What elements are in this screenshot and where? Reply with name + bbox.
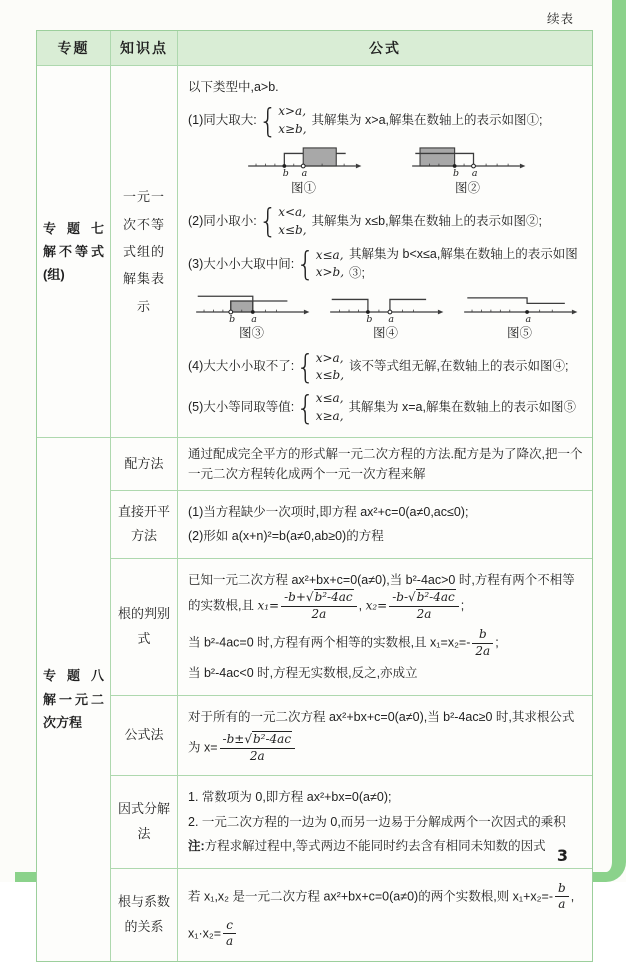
header-topic: 专题: [37, 31, 111, 65]
item5-ineq-bottom: x≥a,: [315, 408, 344, 423]
figure-1-caption: 图①: [290, 180, 316, 195]
left-brace-glyph: {: [258, 101, 278, 140]
topic7-knowledge-cell: [111, 66, 178, 437]
svg-text:a: a: [250, 313, 257, 325]
inequality-item-3: [188, 245, 583, 284]
zhijie-label: 直接开平方法: [111, 491, 178, 558]
zhijie-line1: (1)当方程缺少一次项时,即方程 ax²+c=0(a≠0,ac≤0);: [188, 504, 469, 519]
topic7-title: 专题七 解不等式(组): [43, 220, 118, 283]
item5-label: (5)大小等同取等值:: [188, 400, 295, 415]
gongshi-p2: [188, 732, 583, 764]
panbie-p2-fraction: $\frac{b}{2a}$: [472, 627, 493, 659]
genxi-p3: [188, 918, 583, 950]
number-line-figure-2: [409, 144, 527, 179]
figure-5-caption: 图⑤: [506, 326, 532, 341]
item4-ineq-bottom: x≤b,: [315, 368, 345, 383]
page-number: 3: [556, 846, 568, 865]
subrow-yinshi: [111, 776, 592, 868]
figure-2: [409, 144, 527, 198]
topic7-formula-cell: [178, 66, 592, 437]
inequality-item-1: [188, 103, 583, 138]
item2-desc: 其解集为 x≤b,解集在数轴上的表示如图②;: [311, 213, 543, 228]
subrow-zhijie: [111, 491, 592, 559]
number-line-figure-1: [245, 144, 363, 179]
panbie-x1-fraction: $\frac{\text{-b+√b²-4ac}}{2a}$: [281, 590, 357, 622]
genxi-text: [178, 869, 592, 961]
gongshi-p1: 对于所有的一元二次方程 ax²+bx+c=0(a≠0),当 b²-4ac≥0 时,其求根公式: [188, 709, 575, 724]
topic8-title: 专题八 解一元二次方程: [43, 668, 118, 731]
gongshi-text: [178, 696, 592, 776]
item1-ineq-top: x>a,: [278, 104, 307, 119]
inequality-item-2: [188, 204, 583, 239]
header-formula: 公式: [369, 40, 401, 56]
formula-table: [36, 30, 593, 962]
number-line-figure-5: [461, 290, 579, 325]
figure-row-2: [188, 290, 583, 344]
row-topic7: [37, 66, 592, 438]
yinshi-label: 因式分解法: [111, 776, 178, 867]
item1-label: (1)同大取大:: [188, 113, 257, 128]
inequality-item-4: [188, 347, 583, 387]
genxi-fraction-1: $\frac{b}{a}$: [555, 881, 569, 913]
subrow-peifang: [111, 438, 592, 491]
panbie-p3: 当 b²-4ac<0 时,方程无实数根,反之,亦成立: [188, 666, 418, 681]
row-topic8: [37, 438, 592, 961]
panbie-p1-text: 已知一元二次方程 ax²+bx+c=0(a≠0),当 b²-4ac>0 时,方程有两个不相等的实数根,且: [188, 572, 575, 613]
item3-label: (3)大小小大取中间:: [188, 256, 295, 271]
figure-4-caption: 图④: [372, 326, 398, 341]
item1-desc: 其解集为 x>a,解集在数轴上的表示如图①;: [311, 113, 543, 128]
item5-desc: 其解集为 x=a,解集在数轴上的表示如图⑤: [348, 400, 576, 415]
yinshi-line1: 1. 常数项为 0,即方程 ax²+bx=0(a≠0);: [188, 790, 392, 805]
svg-text:a: a: [387, 313, 394, 325]
table-header-row: [37, 31, 592, 66]
yinshi-note: [188, 837, 583, 856]
gongshi-p2-lead: 为 x=: [188, 740, 218, 755]
yinshi-note-text: 方程求解过程中,等式两边不能同时约去含有相同未知数的因式: [204, 839, 546, 854]
panbie-x1-lead: x₁=: [257, 598, 280, 613]
continued-table-label: 续表: [546, 12, 574, 26]
topic7-title-cell: [37, 66, 118, 437]
topic8-subtable: [111, 438, 592, 961]
left-brace-glyph: {: [296, 388, 315, 427]
genxi-p1: [188, 881, 583, 913]
figure-2-caption: 图②: [454, 180, 480, 195]
item1-system: [259, 103, 307, 138]
svg-text:a: a: [301, 168, 307, 180]
topic8-title-cell: [37, 438, 118, 961]
panbie-label: 根的判别式: [111, 559, 178, 695]
item3-system: [296, 247, 344, 282]
genxi-p1-text: 若 x₁,x₂ 是一元二次方程 ax²+bx+c=0(a≠0)的两个实数根,则 x₁+x₂=-: [188, 888, 553, 903]
panbie-semicolon: ;: [460, 598, 465, 613]
figure-3: [193, 290, 311, 344]
topic7-intro: 以下类型中,a>b.: [188, 80, 279, 94]
item4-desc: 该不等式组无解,在数轴上的表示如图④;: [349, 359, 569, 374]
svg-text:b: b: [228, 313, 235, 325]
item3-ineq-top: x≤a,: [315, 247, 344, 262]
item2-ineq-bottom: x≤b,: [278, 222, 307, 237]
item2-system: [259, 204, 307, 239]
panbie-x2-lead: x₂=: [365, 598, 388, 613]
number-line-figure-3: [193, 290, 311, 325]
subrow-genxi: [111, 869, 592, 961]
item4-ineq-top: x>a,: [315, 350, 344, 365]
header-knowledge: 知识点: [111, 31, 178, 65]
panbie-p2: [188, 627, 583, 659]
left-brace-glyph: {: [258, 202, 278, 241]
svg-text:b: b: [452, 168, 459, 180]
figure-5: [461, 290, 579, 344]
inequality-item-5: [188, 390, 583, 425]
item5-system: [296, 390, 343, 425]
genxi-label: 根与系数的关系: [111, 869, 178, 961]
genxi-comma: ,: [570, 888, 575, 903]
genxi-p3-text: x₁·x₂=: [188, 926, 222, 941]
left-brace-glyph: {: [296, 245, 315, 284]
yinshi-note-label: 注:: [188, 839, 205, 854]
item3-ineq-bottom: x>b,: [315, 265, 345, 280]
gongshi-fraction: $\frac{\text{-b±√b²-4ac}}{2a}$: [220, 732, 296, 764]
svg-text:b: b: [282, 168, 289, 180]
item5-ineq-top: x≤a,: [315, 391, 344, 406]
zhijie-line2: (2)形如 a(x+n)²=b(a≠0,ab≥0)的方程: [188, 529, 384, 544]
panbie-x2-fraction: $\frac{\text{-b-√b²-4ac}}{2a}$: [389, 590, 459, 622]
item2-ineq-top: x<a,: [278, 205, 307, 220]
figure-3-caption: 图③: [238, 326, 264, 341]
genxi-fraction-2: $\frac{c}{a}$: [223, 918, 236, 950]
peifang-label: 配方法: [111, 438, 178, 490]
item2-label: (2)同小取小:: [188, 213, 257, 228]
panbie-comma: ,: [358, 598, 363, 613]
zhijie-text: [178, 491, 592, 558]
yinshi-line2: 2. 一元二次方程的一边为 0,而另一边易于分解成两个一次因式的乘积: [188, 814, 566, 829]
panbie-p2-text: 当 b²-4ac=0 时,方程有两个相等的实数根,且 x₁=x₂=-: [188, 635, 471, 650]
svg-text:b: b: [365, 313, 372, 325]
left-brace-glyph: {: [296, 347, 315, 387]
subrow-panbie: [111, 559, 592, 696]
panbie-text: [178, 559, 592, 695]
number-line-figure-4: [327, 290, 445, 325]
figure-1: [245, 144, 363, 198]
subrow-gongshi: [111, 696, 592, 777]
figure-row-1: [188, 144, 583, 198]
item1-ineq-bottom: x≥b,: [278, 121, 307, 136]
panbie-p2-end: ;: [495, 635, 499, 650]
peifang-text: 通过配成完全平方的形式解一元二次方程的方法.配方是为了降次,把一个一元二次方程转化成两个一元一次方程来解: [188, 447, 583, 481]
svg-text:a: a: [471, 168, 478, 180]
panbie-p1: [188, 571, 583, 623]
topic7-knowledge: 一元一次不等式组的解集表示: [122, 189, 165, 314]
item4-label: (4)大大小小取不了:: [188, 359, 295, 374]
item4-system: [296, 347, 345, 387]
svg-text:a: a: [525, 313, 531, 325]
item3-desc: 其解集为 b<x≤a,解集在数轴上的表示如图③;: [349, 246, 578, 281]
figure-4: [327, 290, 445, 344]
gongshi-label: 公式法: [111, 696, 178, 776]
yinshi-text: [178, 776, 592, 867]
